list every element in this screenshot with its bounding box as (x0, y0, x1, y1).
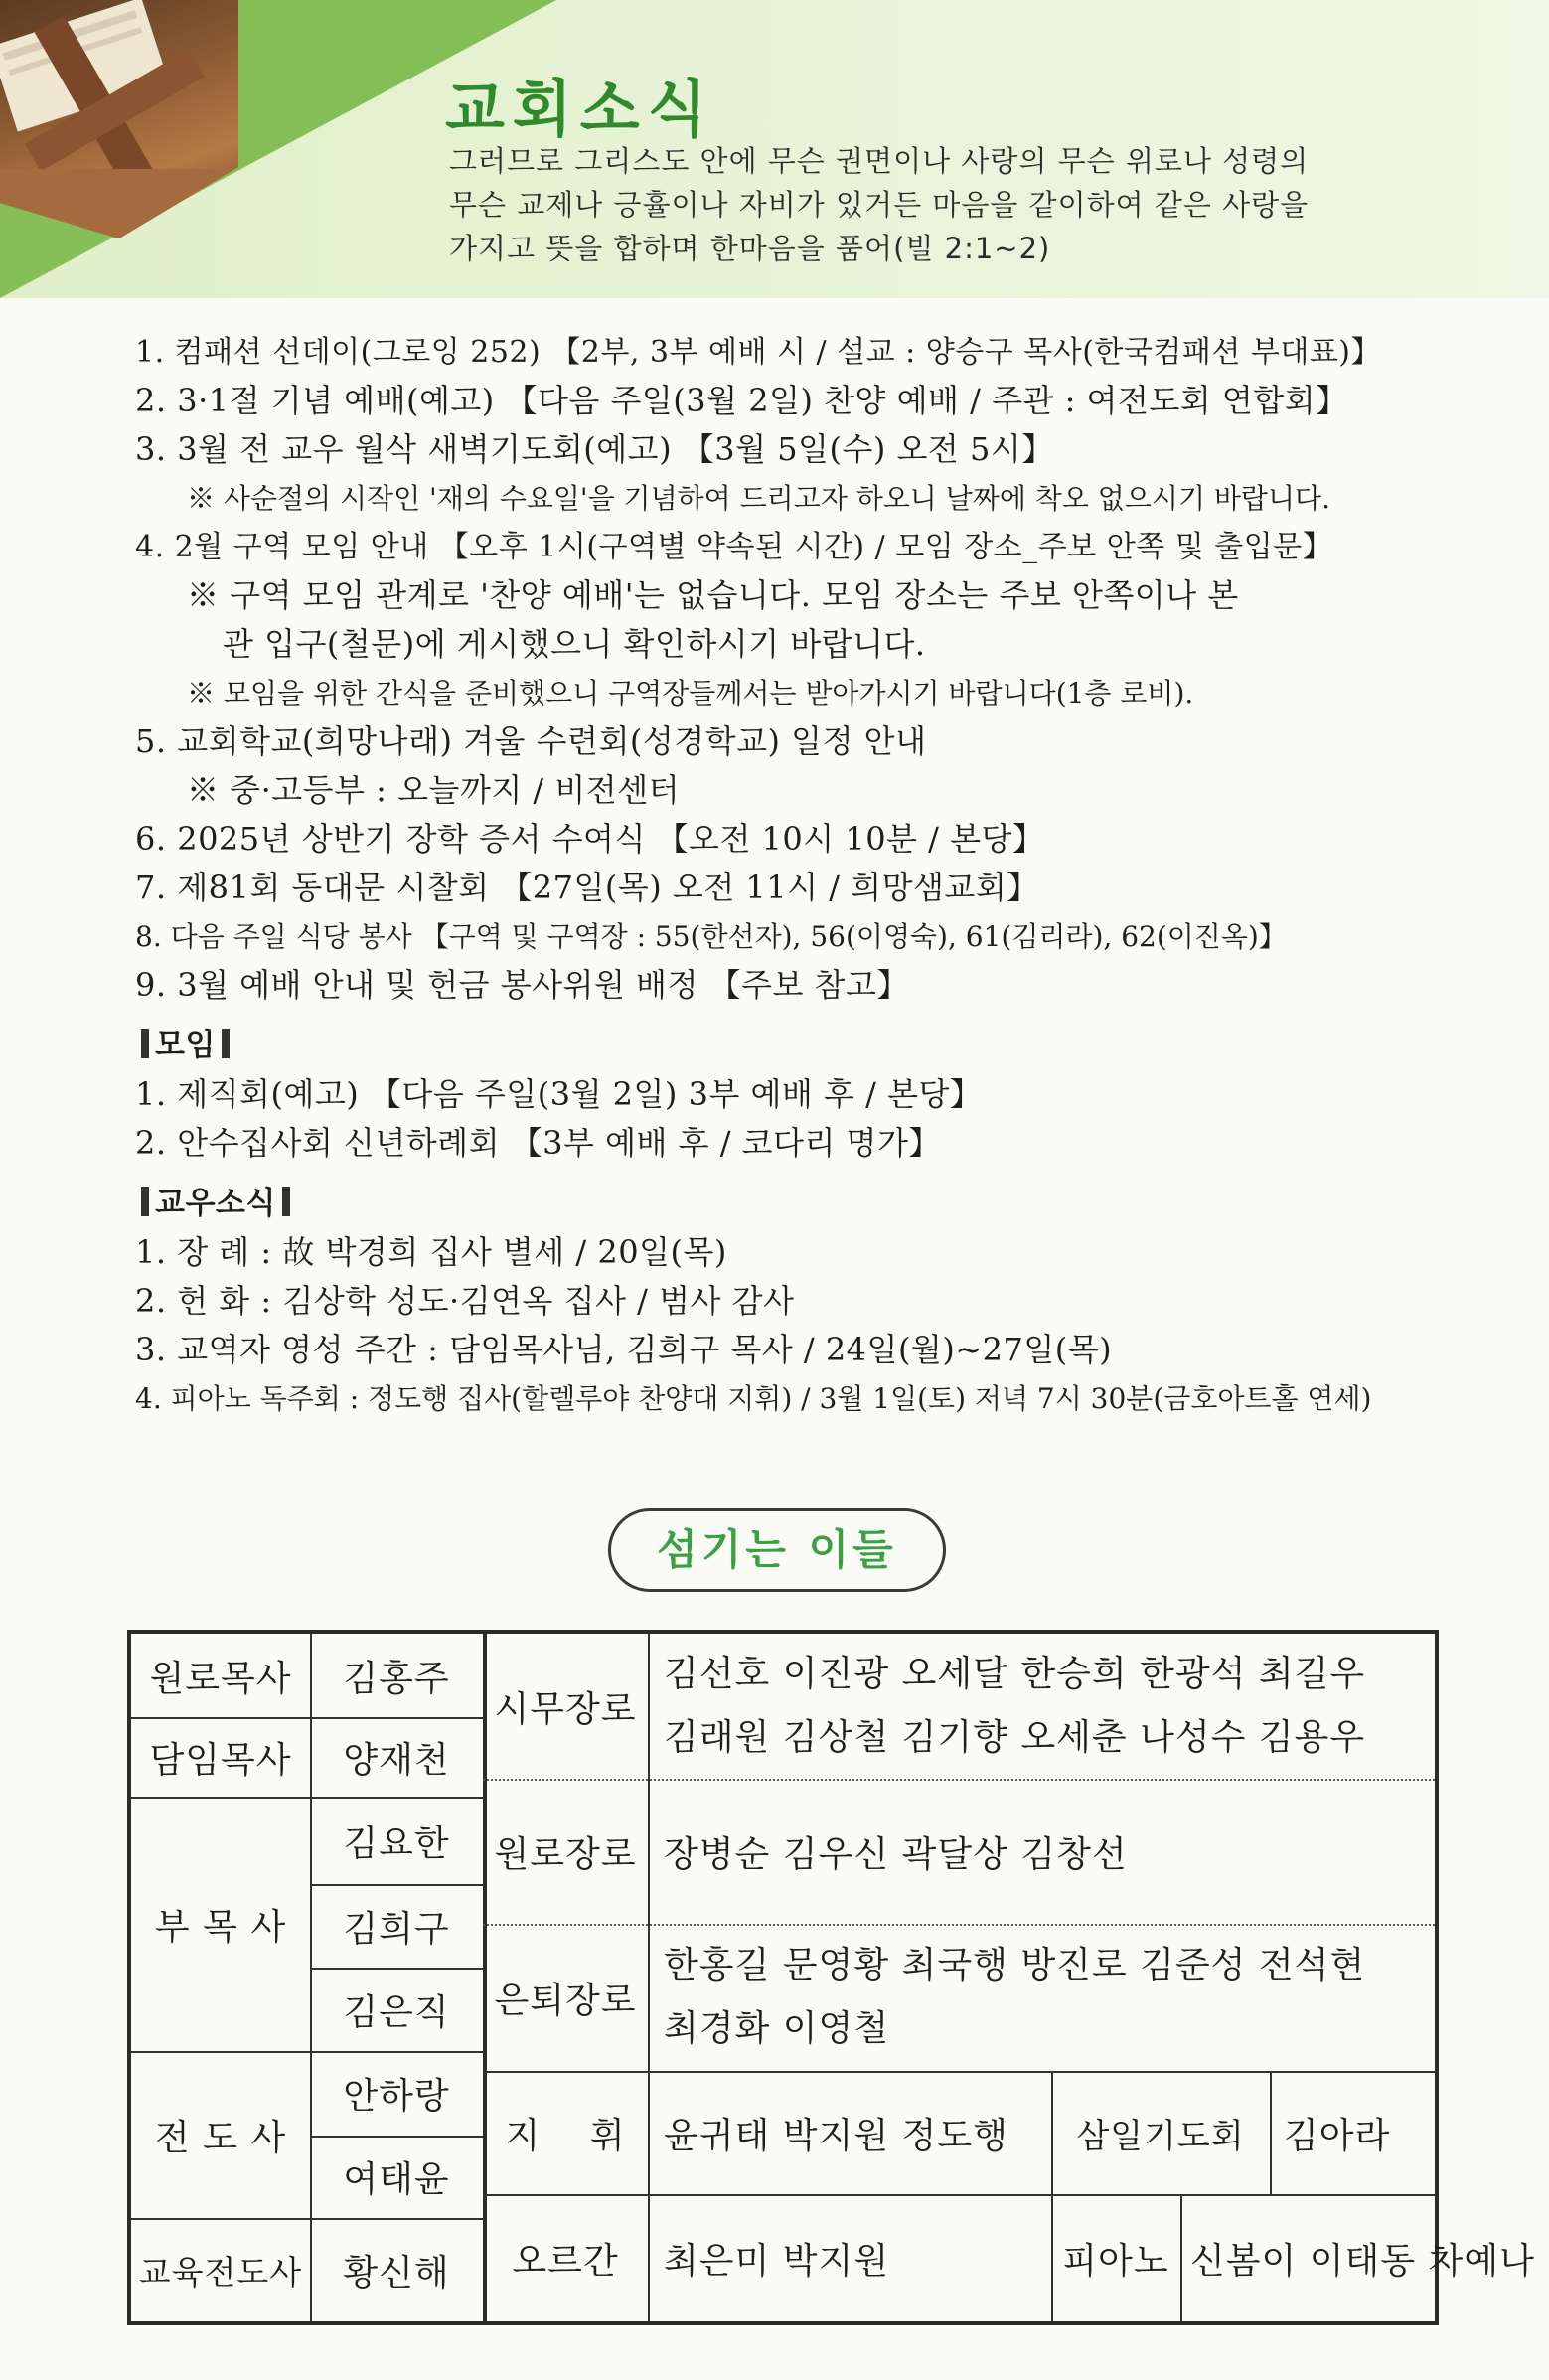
edu-evangelist-name: 황신해 (343, 2252, 450, 2294)
retired-elders-label: 은퇴장로 (494, 1980, 637, 2021)
members-item: 1. 장 례 : 故 박경희 집사 별세 / 20일(목) (135, 1233, 727, 1271)
meeting-item: 1. 제직회(예고) 【다음 주일(3월 2일) 3부 예배 후 / 본당】 (135, 1075, 983, 1113)
active-elders-label: 시무장로 (494, 1688, 637, 1730)
announcement-note: ※ 구역 모임 관계로 '찬양 예배'는 없습니다. 모임 장소는 주보 안쪽이나 본 (187, 576, 1239, 614)
meeting-title: 모임 (155, 1028, 216, 1063)
name-line: 최경화 이영철 (664, 2008, 890, 2049)
emeritus-elders-label: 원로장로 (494, 1833, 637, 1875)
announcement-note: ※ 중·고등부 : 오늘까지 / 비전센터 (187, 771, 681, 809)
announcement-item: 7. 제81회 동대문 시찰회 【27일(목) 오전 11시 / 희망샘교회】 (135, 869, 1039, 906)
announcement-note: 관 입구(철문)에 게시했으니 확인하시기 바랍니다. (223, 625, 926, 663)
announcement-item: 6. 2025년 상반기 장학 증서 수여식 【오전 10시 10분 / 본당】 (135, 820, 1045, 858)
verse-line: 무슨 교제나 긍휼이나 자비가 있거든 마음을 같이하여 같은 사랑을 (449, 188, 1310, 222)
members-item: 3. 교역자 영성 주간 : 담임목사님, 김희구 목사 / 24일(월)~27일(목) (135, 1331, 1113, 1368)
pianist-names: 신봄이 이태동 차예나 (1190, 2240, 1535, 2282)
verse-line: 그러므로 그리스도 안에 무슨 권면이나 사랑의 무슨 위로나 성령의 (449, 144, 1310, 178)
servers-table (127, 1630, 1535, 2325)
associate-pastor-name: 김희구 (343, 1908, 450, 1950)
servers-title: 섬기는 이들 (608, 1508, 946, 1592)
organ-label: 오르간 (512, 2240, 619, 2282)
announcement-note: ※ 사순절의 시작인 '재의 수요일'을 기념하여 드리고자 하오니 날짜에 착오 없으시기 바랍니다. (187, 482, 1330, 515)
associate-pastor-name: 김요한 (343, 1823, 450, 1864)
announcement-note: ※ 모임을 위한 간식을 준비했으니 구역장들께서는 받아가시기 바랍니다(1층 로비). (187, 677, 1194, 710)
announcement-item: 8. 다음 주일 식당 봉사 【구역 및 구역장 : 55(한선자), 56(이영숙), 61(김리라), 62(이진옥)】 (135, 920, 1287, 953)
page-title: 교회소식 (445, 73, 715, 145)
organist-names: 최은미 박지원 (664, 2240, 890, 2282)
name-line: 김래원 김상철 김기향 오세춘 나성수 김용우 (664, 1717, 1366, 1758)
wednesday-prayer-name: 김아라 (1284, 2115, 1391, 2156)
members-heading (135, 1180, 1427, 1228)
evangelist-label: 전 도 사 (154, 2117, 287, 2158)
scripture-verse (449, 139, 1423, 270)
emeritus-pastor-label: 원로목사 (149, 1658, 292, 1699)
announcement-item: 4. 2월 구역 모임 안내 【오후 1시(구역별 약속된 시간) / 모임 장소_주보 안쪽 및 출입문】 (135, 530, 1333, 564)
evangelist-name: 여태윤 (343, 2159, 450, 2200)
wednesday-prayer-label: 삼일기도회 (1076, 2116, 1245, 2156)
senior-pastor-label: 담임목사 (149, 1739, 292, 1781)
meeting-heading (135, 1022, 1427, 1070)
conductor-label: 지 휘 (505, 2115, 626, 2156)
announcement-item: 1. 컴패션 선데이(그로잉 252) 【2부, 3부 예배 시 / 설교 : 양승구 목사(한국컴패션 부대표)】 (135, 335, 1382, 370)
announcement-item: 5. 교회학교(희망나래) 겨울 수련회(성경학교) 일정 안내 (135, 722, 927, 760)
members-item: 4. 피아노 독주회 : 정도행 집사(할렐루야 찬양대 지휘) / 3월 1일(토) 저녁 7시 30분(금호아트홀 연세) (135, 1382, 1372, 1415)
announcement-item: 3. 3월 전 교우 월삭 새벽기도회(예고) 【3월 5일(수) 오전 5시】 (135, 430, 1054, 468)
emeritus-pastor-name: 김홍주 (343, 1658, 450, 1699)
verse-line: 가지고 뜻을 합하며 한마음을 품어(빌 2:1~2) (449, 232, 1051, 265)
associate-pastor-name: 김은직 (343, 1991, 450, 2033)
retired-elders-names (664, 1924, 1429, 2071)
emeritus-elders-names: 장병순 김우신 곽달상 김창선 (664, 1833, 1128, 1875)
edu-evangelist-label: 교육전도사 (138, 2252, 303, 2292)
associate-pastor-label: 부 목 사 (154, 1906, 287, 1948)
name-line: 한홍길 문영황 최국행 방진로 김준성 전석현 (664, 1945, 1366, 1985)
members-item: 2. 헌 화 : 김상학 성도·김연옥 집사 / 범사 감사 (135, 1282, 795, 1320)
meeting-item: 2. 안수집사회 신년하례회 【3부 예배 후 / 코다리 명가】 (135, 1124, 941, 1162)
members-title: 교우소식 (155, 1186, 276, 1221)
evangelist-name: 안하랑 (343, 2076, 450, 2117)
announcements (135, 328, 1427, 1423)
senior-pastor-name: 양재천 (343, 1739, 450, 1781)
header-banner (0, 0, 1549, 298)
active-elders-names (664, 1634, 1429, 1779)
conductor-names: 윤귀태 박지원 정도행 (664, 2115, 1008, 2156)
name-line: 김선호 이진광 오세달 한승희 한광석 최길우 (664, 1654, 1366, 1694)
piano-label: 피아노 (1062, 2240, 1169, 2282)
announcement-item: 2. 3·1절 기념 예배(예고) 【다음 주일(3월 2일) 찬양 예배 / 주관 : 여전도회 연합회】 (135, 382, 1348, 419)
announcement-item: 9. 3월 예배 안내 및 헌금 봉사위원 배정 【주보 참고】 (135, 966, 909, 1004)
